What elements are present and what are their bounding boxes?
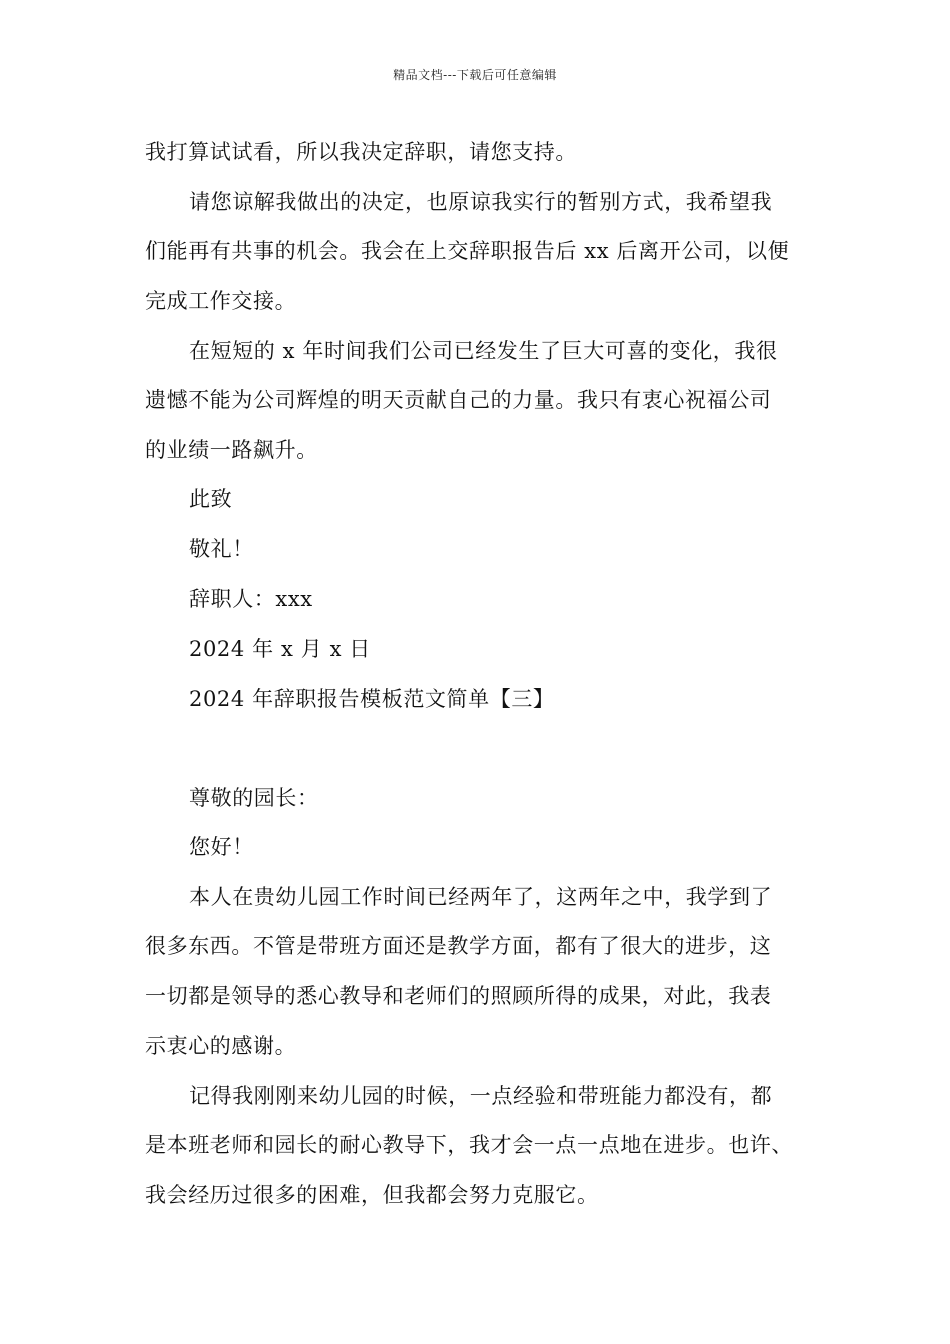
text-line: 辞职人：xxx	[189, 587, 313, 611]
text-line: 完成工作交接。	[145, 289, 297, 313]
text-line: 遗憾不能为公司辉煌的明天贡献自己的力量。我只有衷心祝福公司	[145, 388, 772, 412]
text-line: 一切都是领导的悉心教导和老师们的照顾所得的成果，对此，我表	[145, 984, 772, 1008]
greeting: 您好！	[189, 835, 254, 859]
section-title: 2024 年辞职报告模板范文简单【三】	[189, 687, 555, 711]
text-line: 在短短的 x 年时间我们公司已经发生了巨大可喜的变化，我很	[189, 339, 778, 363]
text-line: 请您谅解我做出的决定，也原谅我实行的暂别方式，我希望我	[189, 190, 773, 214]
text-line: 此致	[189, 487, 233, 511]
text-line: 的业绩一路飙升。	[145, 438, 318, 462]
text-line: 们能再有共事的机会。我会在上交辞职报告后 xx 后离开公司，以便	[145, 239, 790, 263]
text-line: 我打算试试看，所以我决定辞职，请您支持。	[145, 140, 577, 164]
text-line: 很多东西。不管是带班方面还是教学方面，都有了很大的进步，这	[145, 934, 772, 958]
text-line: 2024 年 x 月 x 日	[189, 637, 371, 661]
text-line: 本人在贵幼儿园工作时间已经两年了，这两年之中，我学到了	[189, 885, 773, 909]
text-line: 我会经历过很多的困难，但我都会努力克服它。	[145, 1183, 599, 1207]
text-line: 敬礼！	[189, 537, 254, 561]
salutation: 尊敬的园长：	[189, 786, 319, 810]
text-line: 记得我刚刚来幼儿园的时候，一点经验和带班能力都没有，都	[189, 1084, 773, 1108]
text-line: 是本班老师和园长的耐心教导下，我才会一点一点地在进步。也许、	[145, 1133, 793, 1157]
page-header: 精品文档---下载后可任意编辑	[393, 68, 557, 82]
text-line: 示衷心的感谢。	[145, 1034, 297, 1058]
